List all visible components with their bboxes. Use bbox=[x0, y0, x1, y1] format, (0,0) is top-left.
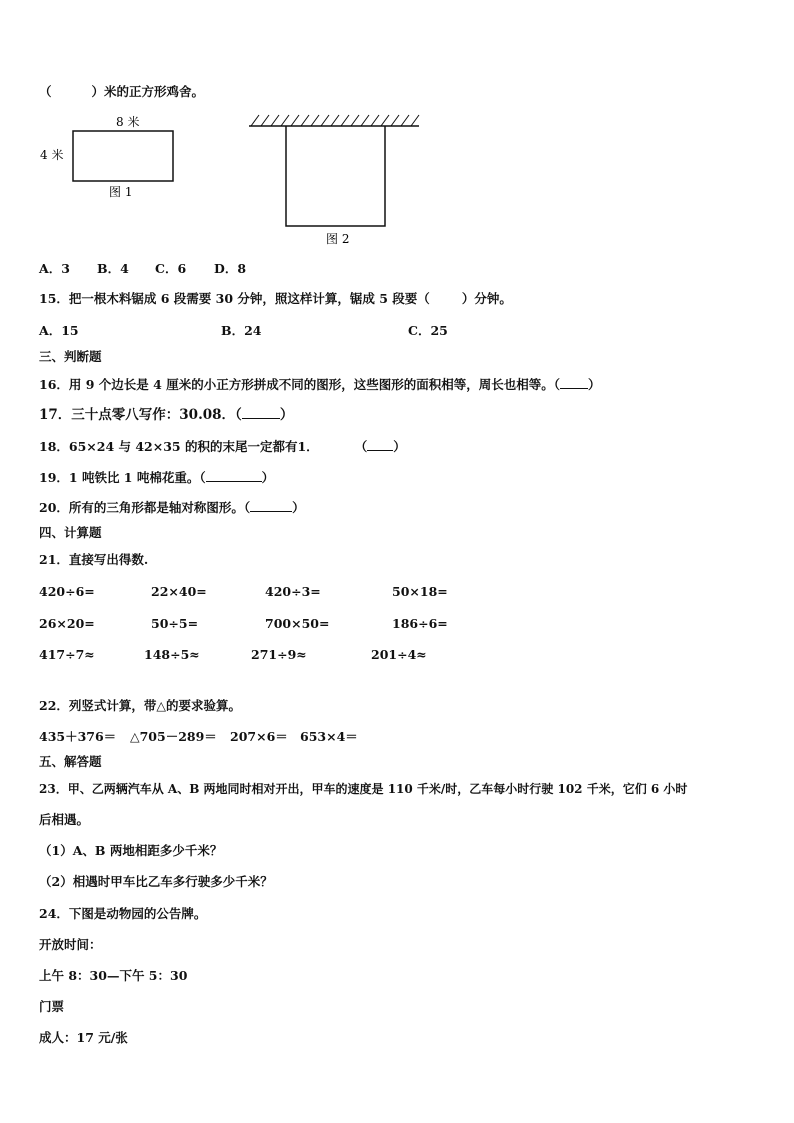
section-5-title: 五、解答题 bbox=[39, 754, 102, 769]
q21-r1-c2: 22×40= bbox=[151, 584, 207, 599]
q18: 18．65×24 与 42×35 的积的末尾一定都有1． （ ） bbox=[39, 439, 406, 454]
q22-item-4: 653×4＝ bbox=[300, 729, 358, 744]
q21-r2-c4: 186÷6= bbox=[392, 616, 448, 631]
q21-r2-c2: 50÷5= bbox=[151, 616, 199, 631]
q14-option-c: C．6 bbox=[155, 261, 187, 276]
q21-r3-c1: 417÷7≈ bbox=[39, 647, 95, 662]
section-3-title: 三、判断题 bbox=[39, 349, 102, 364]
q22-item-2: △705－289＝ bbox=[130, 729, 217, 744]
q24-hours-label: 开放时间： bbox=[39, 937, 102, 952]
section-4-title: 四、计算题 bbox=[39, 525, 102, 540]
fig1-top-label: 8 米 bbox=[116, 115, 140, 129]
q20: 20．所有的三角形都是轴对称图形。（ ） bbox=[39, 500, 305, 515]
q24-adult-price: 成人：17 元/张 bbox=[39, 1030, 128, 1045]
q21-r1-c1: 420÷6= bbox=[39, 584, 95, 599]
q21-r2-c3: 700×50= bbox=[265, 616, 330, 631]
q22-title: 22．列竖式计算，带△的要求验算。 bbox=[39, 698, 242, 713]
q22-item-1: 435＋376＝ bbox=[39, 729, 117, 744]
q15-option-c: C．25 bbox=[408, 323, 448, 338]
q22-item-3: 207×6＝ bbox=[230, 729, 288, 744]
fig2-caption: 图 2 bbox=[326, 232, 350, 246]
q21-r2-c1: 26×20= bbox=[39, 616, 95, 631]
q21-title: 21．直接写出得数. bbox=[39, 552, 149, 567]
q24-title: 24．下图是动物园的公告牌。 bbox=[39, 906, 207, 921]
q23-line1: 23．甲、乙两辆汽车从 A、B 两地同时相对开出，甲车的速度是 110 千米/时，乙车每小时行驶 102 千米，它们 6 小时 bbox=[39, 782, 688, 796]
figure-1 bbox=[36, 110, 186, 205]
q23-line2: 后相遇。 bbox=[39, 812, 90, 827]
q14-stem: （ ）米的正方形鸡舍。 bbox=[39, 84, 205, 99]
q21-r3-c4: 201÷4≈ bbox=[371, 647, 427, 662]
fig2-wall-hatching bbox=[251, 115, 419, 126]
q21-r1-c4: 50×18= bbox=[392, 584, 448, 599]
q24-hours: 上午 8：30—下午 5：30 bbox=[39, 968, 188, 983]
q23-sub1: （1）A、B 两地相距多少千米？ bbox=[39, 843, 223, 858]
q14-option-b: B．4 bbox=[97, 261, 129, 276]
q21-r3-c2: 148÷5≈ bbox=[144, 647, 200, 662]
q21-r3-c3: 271÷9≈ bbox=[251, 647, 307, 662]
q19: 19．1 吨铁比 1 吨棉花重。（ ） bbox=[39, 470, 275, 485]
fig2-square bbox=[286, 126, 385, 226]
figure-2 bbox=[245, 112, 425, 247]
fig1-side-label: 4 米 bbox=[40, 148, 64, 162]
q14-option-d: D．8 bbox=[214, 261, 247, 276]
q15-stem: 15．把一根木料锯成 6 段需要 30 分钟，照这样计算，锯成 5 段要（ ）分钟。 bbox=[39, 291, 512, 306]
fig1-rectangle bbox=[73, 131, 173, 181]
q15-option-a: A．15 bbox=[39, 323, 79, 338]
q23-sub2: （2）相遇时甲车比乙车多行驶多少千米？ bbox=[39, 874, 273, 889]
q14-option-a: A．3 bbox=[39, 261, 70, 276]
q15-option-b: B．24 bbox=[221, 323, 262, 338]
q16: 16．用 9 个边长是 4 厘米的小正方形拼成不同的图形，这些图形的面积相等，周长也相等。（ ） bbox=[39, 377, 601, 392]
q17: 17．三十点零八写作：30.08．（ ） bbox=[39, 407, 294, 423]
fig1-caption: 图 1 bbox=[109, 185, 133, 199]
q21-r1-c3: 420÷3= bbox=[265, 584, 321, 599]
q24-ticket-label: 门票 bbox=[39, 999, 65, 1014]
